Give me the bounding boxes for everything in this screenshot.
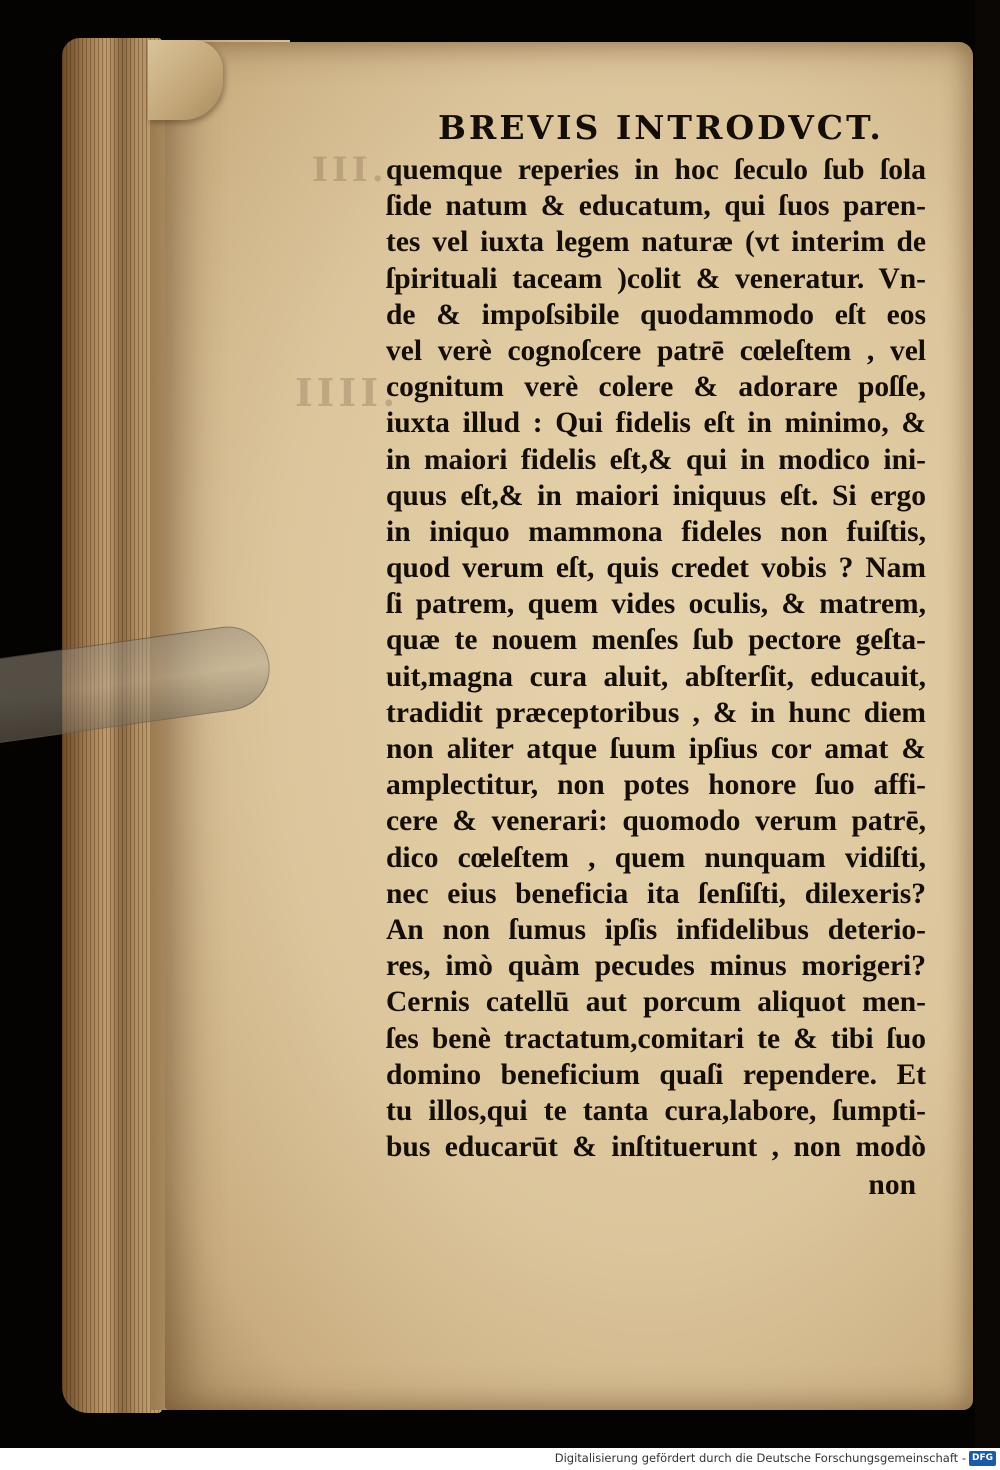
footer-credit: Digitalisierung gefördert durch die Deutsche Forschungsgemeinschaft -: [554, 1451, 966, 1465]
show-through-marks: IIII.: [295, 370, 400, 415]
show-through-marks: III.: [312, 150, 388, 190]
text-line: ſi patrem, quem vides oculis, & matrem,: [386, 588, 926, 621]
text-line: An non ſumus ipſis infidelibus deterio-: [386, 913, 926, 946]
text-line: ſide natum & educatum, qui ſuos paren-: [386, 190, 926, 223]
text-line: domino beneficium quaſi rependere. Et: [386, 1058, 926, 1091]
text-lines: [386, 152, 936, 1165]
text-line: cere & venerari: quomodo verum patrē,: [386, 805, 926, 838]
text-line: non aliter atque ſuum ipſius cor amat &: [386, 733, 926, 765]
text-line: tradidit præceptoribus , & in hunc diem: [386, 696, 926, 729]
text-line: quemque reperies in hoc ſeculo ſub ſola: [386, 154, 926, 186]
text-line: ſes benè tractatum,comitari te & tibi ſuo: [386, 1022, 926, 1055]
text-line: quod verum eſt, quis credet vobis ? Nam: [386, 552, 926, 585]
text-line: nec eius beneficia ita ſenſiſti, dilexeris?: [386, 877, 926, 910]
text-line: bus educarūt & inſtituerunt , non modò: [386, 1131, 926, 1164]
text-line: iuxta illud : Qui fidelis eſt in minimo, &: [386, 407, 926, 440]
text-line: de & impoſsibile quodammodo eſt eos: [386, 298, 926, 331]
text-line: vel verè cognoſcere patrē cœleſtem , vel: [386, 334, 926, 367]
text-line: res, imò quàm pecudes minus morigeri?: [386, 950, 926, 983]
running-head: BREVIS INTRODVCT.: [438, 108, 884, 147]
text-line: amplectitur, non potes honore ſuo affi-: [386, 769, 926, 802]
text-line: in iniquo mammona fideles non fuiſtis,: [386, 515, 926, 548]
scan-background-right: [975, 0, 1000, 1448]
text-line: quus eſt,& in maiori iniquus eſt. Si ergo: [386, 479, 926, 512]
text-line: uit,magna cura aluit, abſterſit, educauit,: [386, 660, 926, 693]
text-line: ſpirituali taceam )colit & veneratur. Vn-: [386, 262, 926, 295]
catchword: non: [868, 1169, 916, 1202]
text-line: quæ te nouem menſes ſub pectore geſta-: [386, 624, 926, 657]
footer-bar: [0, 1448, 1000, 1470]
text-line: dico cœleſtem , quem nunquam vidiſti,: [386, 841, 926, 874]
text-line: tes vel iuxta legem naturæ (vt interim de: [386, 226, 926, 259]
dfg-logo-icon: DFG: [969, 1451, 996, 1466]
text-line: cognitum verè colere & adorare poſſe,: [386, 371, 926, 404]
text-line: tu illos,qui te tanta cura,labore, ſumpti-: [386, 1094, 926, 1127]
text-line: in maiori fidelis eſt,& qui in modico ini-: [386, 443, 926, 476]
text-line: Cernis catellū aut porcum aliquot men-: [386, 986, 926, 1019]
page-text-block: [386, 106, 936, 1203]
